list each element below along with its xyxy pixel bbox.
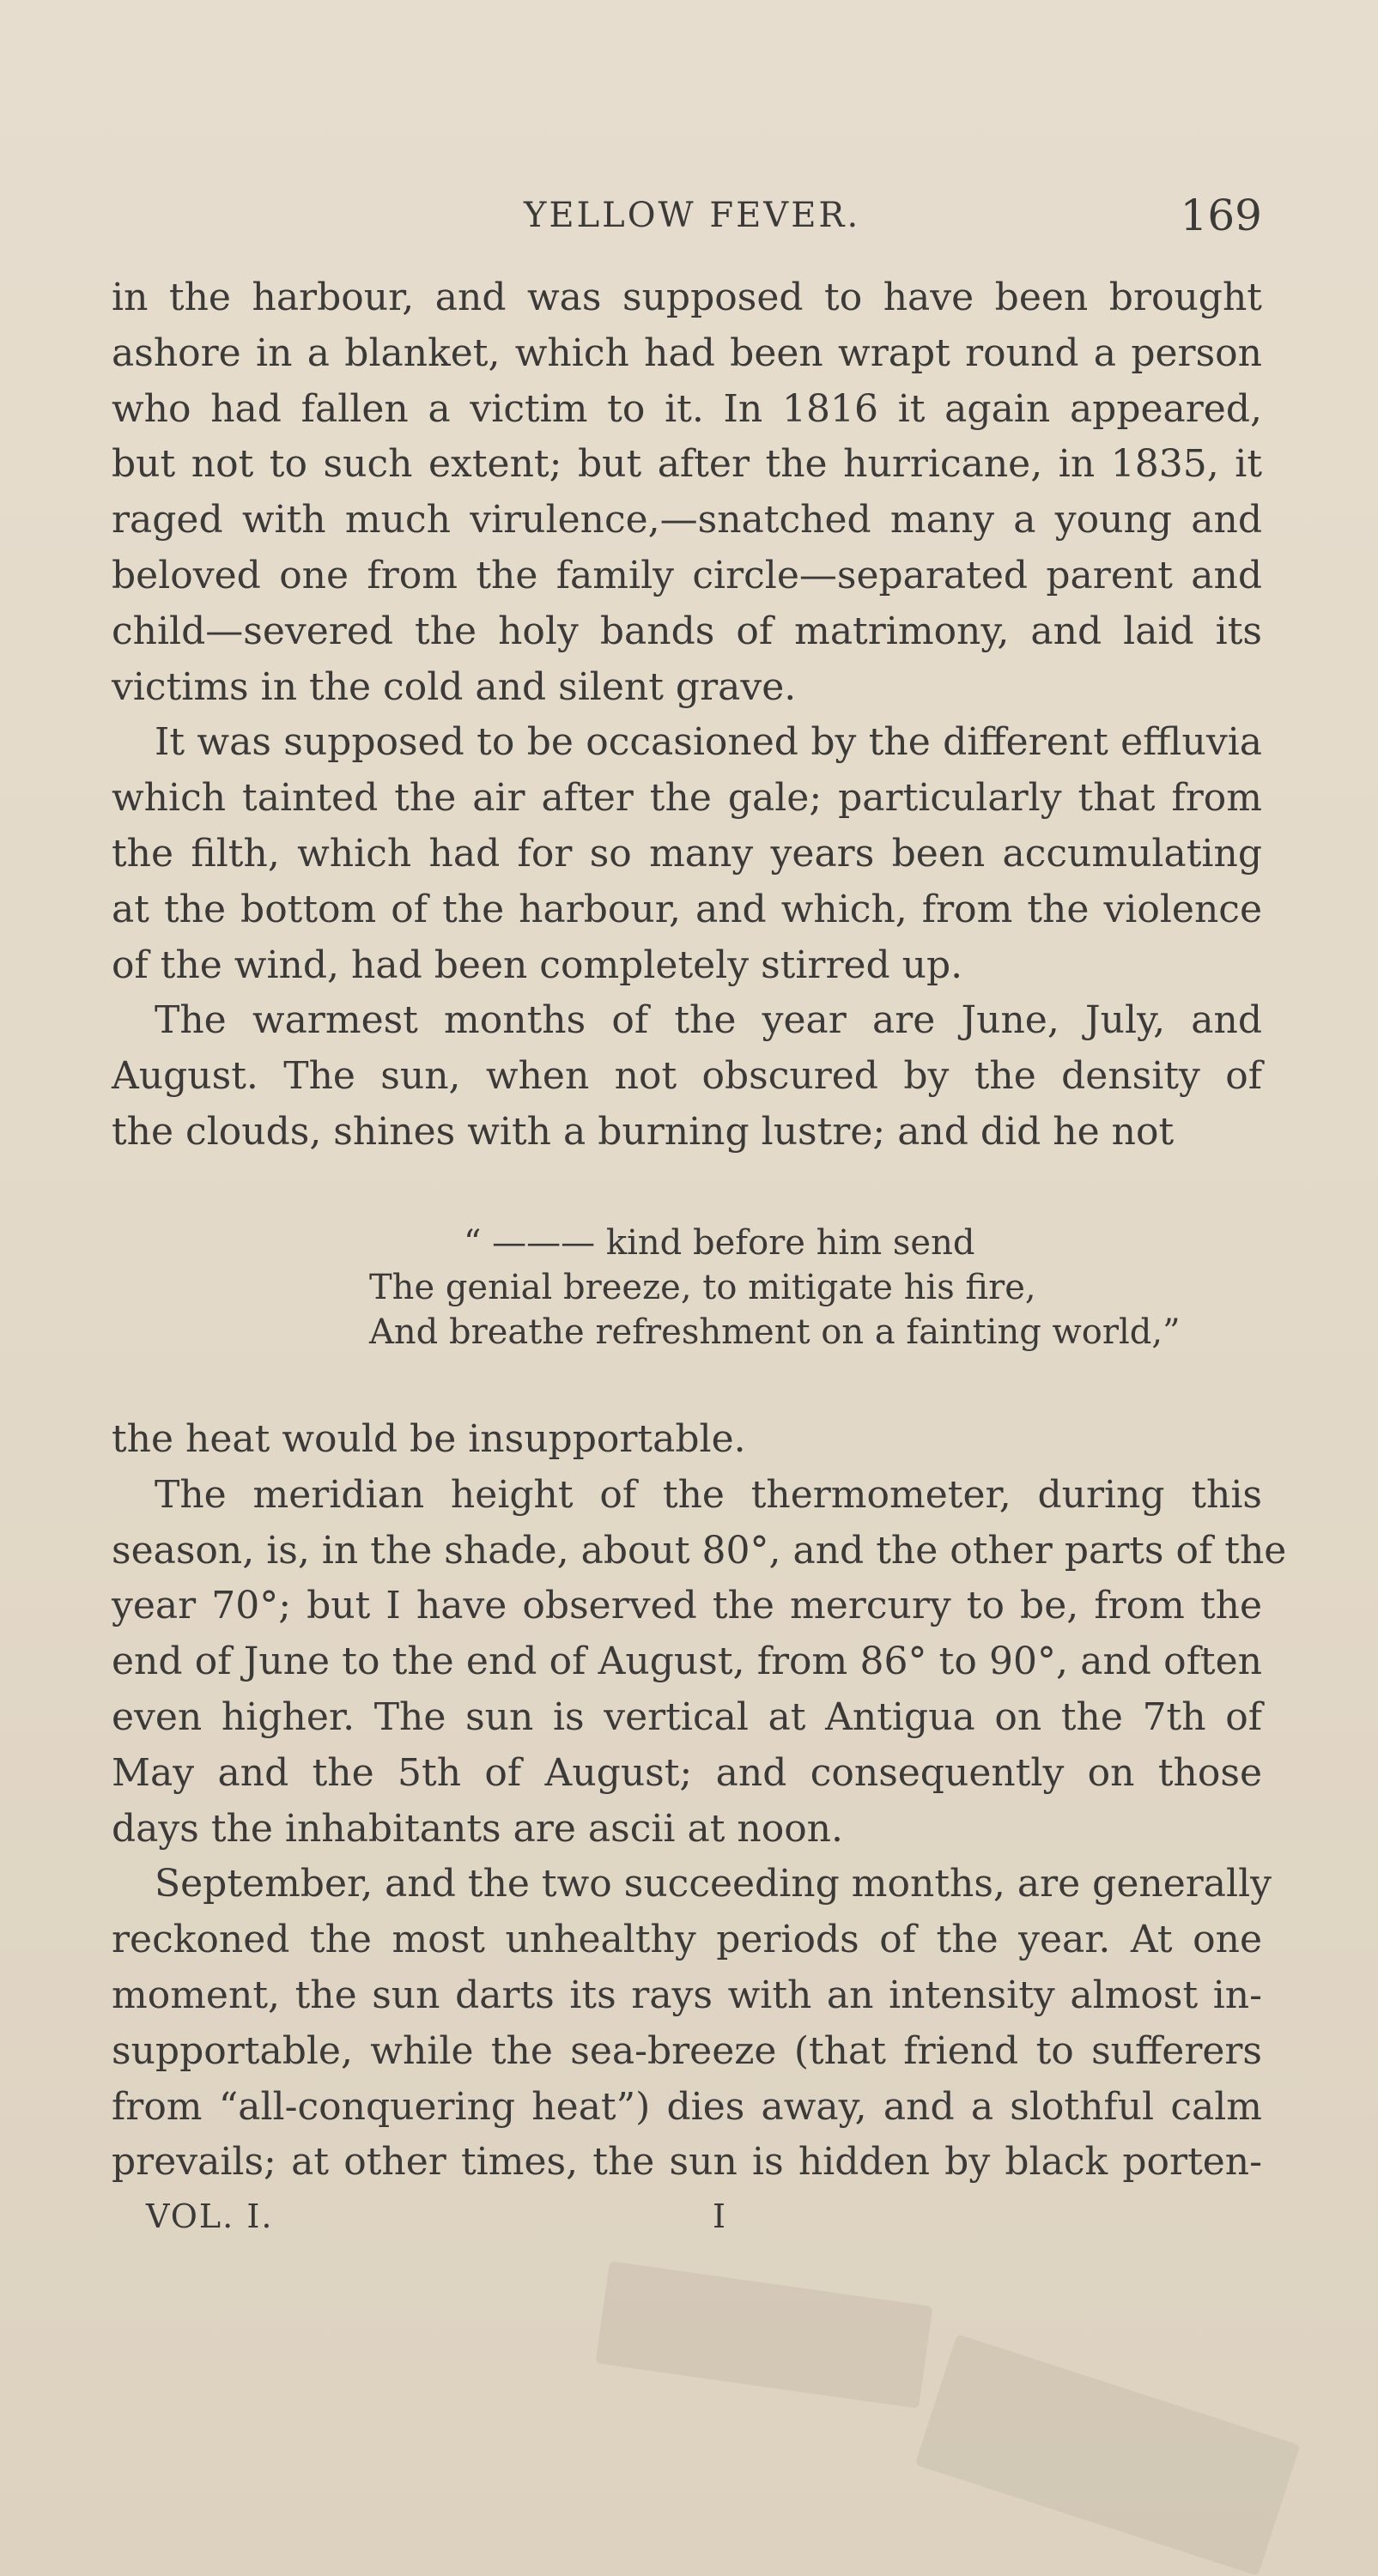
text-line: but not to such extent; but after the hurricane, in 1835, it [112, 442, 1262, 487]
page-footer [146, 2197, 747, 2249]
text-line: season, is, in the shade, about 80°, and the other parts of the [112, 1528, 1287, 1573]
text-line: beloved one from the family circle—separated parent and [112, 553, 1262, 597]
text-line: which tainted the air after the gale; particularly that from [112, 776, 1262, 821]
text-line: May and the 5th of August; and consequently on those [112, 1750, 1262, 1795]
signature-mark: I [713, 2197, 726, 2235]
text-line: September, and the two succeeding months, are generally [155, 1862, 1272, 1906]
text-line: victims in the cold and silent grave. [112, 664, 797, 709]
verse-quotation [369, 1221, 1181, 1355]
text-line: the clouds, shines with a burning lustre; and did he not [112, 1109, 1175, 1154]
text-line: the filth, which had for so many years been accumulating [112, 831, 1262, 876]
page-stain [915, 2334, 1301, 2576]
text-line: child—severed the holy bands of matrimony, and laid its [112, 609, 1262, 653]
page-header [112, 191, 1262, 242]
quote-line: And breathe refreshment on a fainting world,” [369, 1312, 1181, 1352]
text-line: supportable, while the sea-breeze (that friend to sufferers [112, 2028, 1262, 2073]
text-line: The meridian height of the thermometer, during this [155, 1472, 1262, 1517]
quote-line: The genial breeze, to mitigate his fire, [369, 1268, 1036, 1307]
text-line: at the bottom of the harbour, and which, from the violence [112, 887, 1262, 931]
text-line: reckoned the most unhealthy periods of the year. At one [112, 1918, 1262, 1962]
text-line: who had fallen a victim to it. In 1816 it again appeared, [112, 386, 1262, 431]
body-paragraphs-2 [112, 1412, 1287, 2191]
text-line: raged with much virulence,—snatched many a young and [112, 498, 1262, 542]
text-line: days the inhabitants are ascii at noon. [112, 1806, 844, 1851]
text-line: The warmest months of the year are June, July, and [155, 998, 1262, 1043]
text-line: of the wind, had been completely stirred up. [112, 943, 963, 987]
text-line: ashore in a blanket, which had been wrapt round a person [112, 330, 1262, 375]
text-line: year 70°; but I have observed the mercury to be, from the [112, 1584, 1262, 1628]
running-title: YELLOW FEVER. [524, 196, 861, 235]
text-line: even higher. The sun is vertical at Antigua on the 7th of [112, 1694, 1262, 1739]
text-line: end of June to the end of August, from 86° to 90°, and often [112, 1640, 1262, 1684]
text-line: prevails; at other times, the sun is hidden by black porten- [112, 2140, 1262, 2185]
quote-line: “ ——— kind before him send [464, 1223, 975, 1263]
text-line: from “all-conquering heat”) dies away, and a slothful calm [112, 2084, 1262, 2129]
text-line: the heat would be insupportable. [112, 1417, 746, 1461]
page-stain [595, 2261, 932, 2409]
body-paragraphs-1 [112, 270, 1262, 1161]
text-line: It was supposed to be occasioned by the different effluvia [155, 720, 1262, 765]
text-line: moment, the sun darts its rays with an intensity almost in- [112, 1973, 1262, 2017]
text-line: in the harbour, and was supposed to have been brought [112, 276, 1262, 319]
volume-label: VOL. I. [146, 2197, 274, 2235]
page-number: 169 [1180, 191, 1262, 240]
text-line: August. The sun, when not obscured by the density of [112, 1054, 1262, 1099]
